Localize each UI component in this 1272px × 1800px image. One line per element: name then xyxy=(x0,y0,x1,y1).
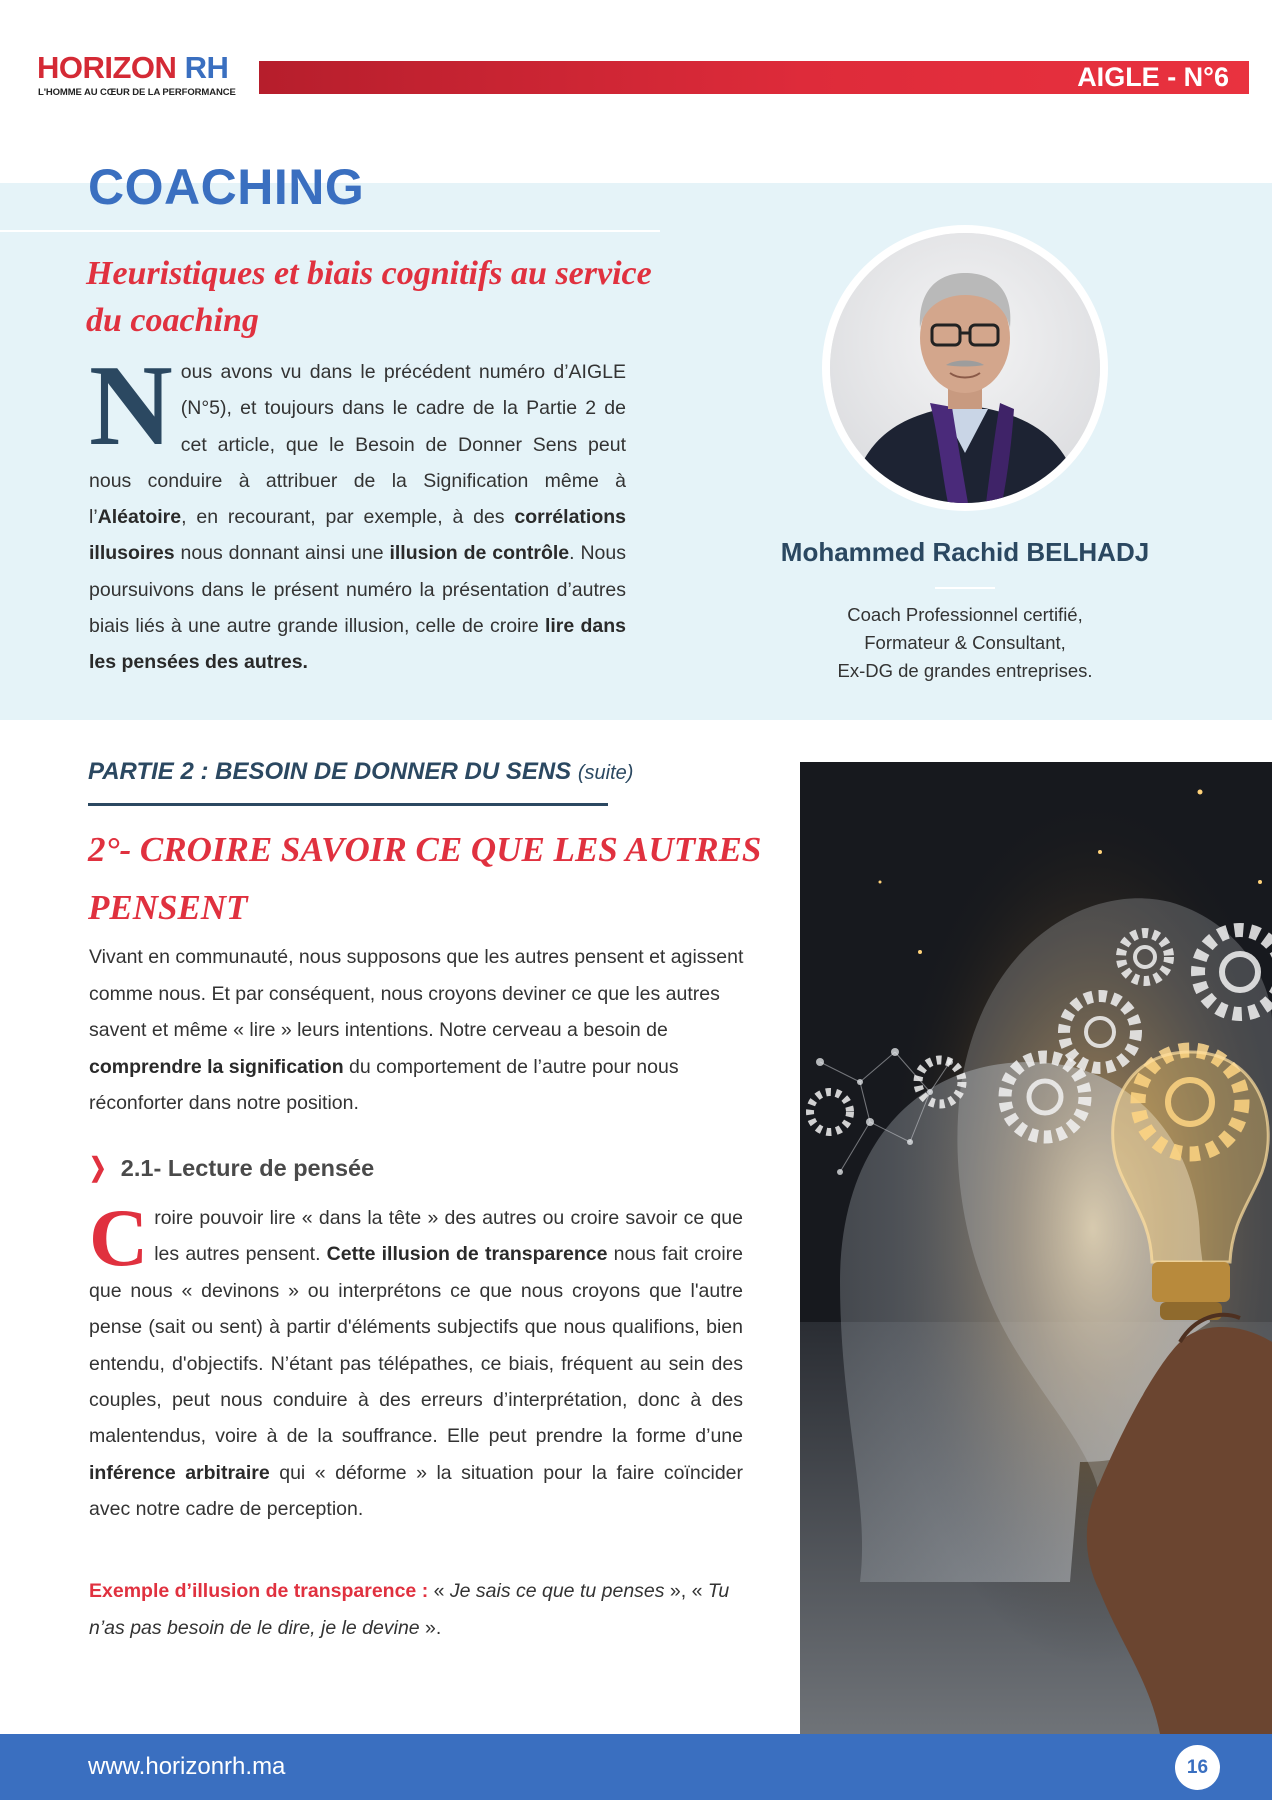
chevron-right-icon: ❯ xyxy=(89,1152,107,1182)
website-link[interactable]: www.horizonrh.ma xyxy=(88,1753,286,1780)
part-divider xyxy=(88,803,608,806)
intro-paragraph: Nous avons vu dans le précédent numéro d’AIGLE (N°5), et toujours dans le cadre de la Partie 2 de cet article, que le Besoin de Donner Sens peut nous conduire à attribuer de la Signification même à l’Aléatoire, en recourant, par exemple, à des corrélations illusoires nous donnant ainsi une illusion de contrôle. Nous poursuivons dans le présent numéro la présentation d’autres biais liés à une autre grande illusion, celle de croire lire dans les pensées des autres. xyxy=(89,342,626,674)
logo-tagline: L'HOMME AU CŒUR DE LA PERFORMANCE xyxy=(38,87,236,98)
subheading: ❯ 2.1- Lecture de pensée xyxy=(89,1152,375,1182)
dropcap: N xyxy=(89,342,173,470)
article-title-line1: Heuristiques et biais cognitifs au service xyxy=(86,255,652,292)
brand-logo xyxy=(37,52,228,83)
author-name: Mohammed Rachid BELHADJ xyxy=(780,537,1150,567)
author-divider xyxy=(935,587,995,589)
author-title-line3: Ex-DG de grandes entreprises. xyxy=(837,660,1093,681)
paragraph-2: Croire pouvoir lire « dans la tête » des autres ou croire savoir ce que les autres pensent. Cette illusion de transparence nous fait croire que nous « devinons » ou interprétons ce que nous croyons que l'autre pense (sait ou sent) à partir d'éléments subjectifs que nous qualifions, bien entendu, d'objectifs. N’étant pas télépathes, ce biais, fréquent au sein des couples, peut nous conduire à des erreurs d’interprétation, donc à des malentendus, voire à de la souffrance. Elle peut prendre la forme d’une inférence arbitraire qui « déforme » la situation pour la faire coïncider avec notre cadre de perception. xyxy=(89,1192,744,1521)
section-title: COACHING xyxy=(88,159,365,215)
author-title-line2: Formateur & Consultant, xyxy=(864,632,1066,653)
article-title-line2: du coaching xyxy=(86,302,259,339)
author-photo xyxy=(830,233,1100,503)
section-divider xyxy=(0,230,660,232)
paragraph-1: Vivant en communauté, nous supposons que les autres pensent et agissent comme nous. Et par conséquent, nous croyons deviner ce que les autres savent et même « lire » leurs intentions. Notre cerveau a besoin de comprendre la signification du comportement de l’autre pour nous réconforter dans notre position. xyxy=(89,946,744,1114)
logo-rh: RH xyxy=(184,50,229,85)
footer-bar xyxy=(0,1734,1272,1800)
lightbulb-gears-illustration xyxy=(800,762,1272,1734)
dropcap: C xyxy=(89,1192,149,1283)
part-suffix: (suite) xyxy=(577,762,634,784)
header-bar xyxy=(259,61,1249,94)
section-heading: 2°- CROIRE SAVOIR CE QUE LES AUTRES PENSENT xyxy=(88,830,762,927)
part-title: PARTIE 2 : BESOIN DE DONNER DU SENS (suite) xyxy=(88,758,634,785)
issue-label: AIGLE - N°6 xyxy=(1077,62,1229,92)
example-label: Exemple d’illusion de transparence : xyxy=(89,1580,429,1602)
author-title-line1: Coach Professionnel certifié, xyxy=(847,604,1083,625)
article-title xyxy=(86,250,686,344)
logo-horizon: HORIZON xyxy=(37,50,177,85)
example-paragraph: Exemple d’illusion de transparence : « Je sais ce que tu penses », « Tu n’as pas besoin de le dire, je le devine ». xyxy=(89,1580,730,1639)
page-number: 16 xyxy=(1175,1745,1220,1790)
